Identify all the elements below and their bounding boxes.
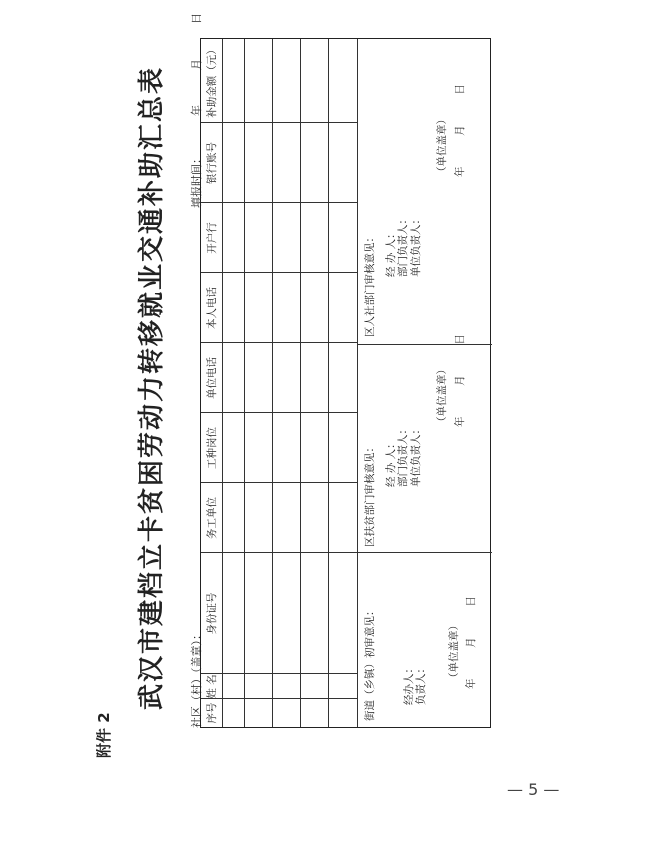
street-handler-label: 经办人： bbox=[402, 663, 415, 705]
report-date-day: 日 bbox=[190, 13, 203, 24]
col-header-own-phone: 本人电话 bbox=[206, 287, 218, 329]
hr-unit-leader-label: 单位负责人： bbox=[409, 214, 422, 277]
poverty-opinion-heading: 区扶贫部门审核意见： bbox=[364, 442, 376, 547]
opinion-divider bbox=[357, 39, 358, 727]
col-header-bank: 开户行 bbox=[206, 222, 218, 254]
report-date-month: 月 bbox=[190, 59, 203, 70]
hr-handler-label: 经 办 人： bbox=[384, 228, 397, 277]
hr-date: 年 月 日 bbox=[453, 84, 466, 177]
poverty-handler-label: 经 办 人： bbox=[384, 438, 397, 487]
row-divider bbox=[272, 39, 273, 727]
report-date-year: 年 bbox=[190, 105, 203, 116]
poverty-stamp-label: （单位盖章） bbox=[436, 364, 449, 427]
hr-opinion-heading: 区人社部门审核意见： bbox=[364, 232, 376, 337]
page-number: — 5 — bbox=[507, 780, 560, 799]
col-divider bbox=[201, 272, 357, 273]
col-header-name: 姓 名 bbox=[206, 674, 218, 699]
summary-table bbox=[200, 38, 491, 728]
community-stamp-field: 社区（村）（盖章）： bbox=[190, 629, 203, 728]
poverty-unit-leader-label: 单位负责人： bbox=[409, 424, 422, 487]
col-header-no: 序号 bbox=[206, 702, 218, 724]
col-divider bbox=[201, 698, 357, 699]
page-title: 武汉市建档立卡贫困劳动力转移就业交通补助汇总表 bbox=[137, 66, 167, 711]
street-stamp-label: （单位盖章） bbox=[447, 620, 460, 683]
col-header-employer: 务工单位 bbox=[206, 497, 218, 539]
col-divider bbox=[201, 482, 357, 483]
opinion-col-divider bbox=[357, 344, 492, 345]
col-divider bbox=[201, 122, 357, 123]
hr-dept-leader-label: 部门负责人： bbox=[397, 214, 410, 277]
street-opinion-heading: 街道（乡镇）初审意见： bbox=[364, 605, 376, 721]
attachment-label: 附件 2 bbox=[95, 712, 113, 758]
report-date-label: 填报时间： bbox=[190, 153, 203, 208]
col-header-account: 银行账号 bbox=[206, 142, 218, 184]
hr-stamp-label: （单位盖章） bbox=[436, 114, 449, 177]
hr-opinion bbox=[364, 47, 467, 337]
row-divider bbox=[244, 39, 245, 727]
poverty-dept-leader-label: 部门负责人： bbox=[397, 424, 410, 487]
row-divider bbox=[222, 39, 223, 727]
row-divider bbox=[328, 39, 329, 727]
street-opinion bbox=[364, 561, 478, 721]
row-divider bbox=[300, 39, 301, 727]
poverty-date: 年 月 日 bbox=[453, 334, 466, 427]
col-divider bbox=[201, 412, 357, 413]
col-header-amount: 补助金额（元） bbox=[206, 44, 218, 118]
street-leader-label: 负责人： bbox=[415, 663, 428, 705]
col-divider bbox=[201, 342, 357, 343]
col-divider bbox=[201, 673, 357, 674]
col-header-id: 身份证号 bbox=[206, 592, 218, 635]
poverty-opinion bbox=[364, 334, 467, 547]
col-divider bbox=[201, 202, 357, 203]
street-date: 年 月 日 bbox=[465, 596, 478, 689]
col-header-unit-phone: 单位电话 bbox=[206, 357, 218, 399]
col-header-position: 工种岗位 bbox=[206, 427, 218, 469]
col-divider bbox=[201, 552, 492, 553]
